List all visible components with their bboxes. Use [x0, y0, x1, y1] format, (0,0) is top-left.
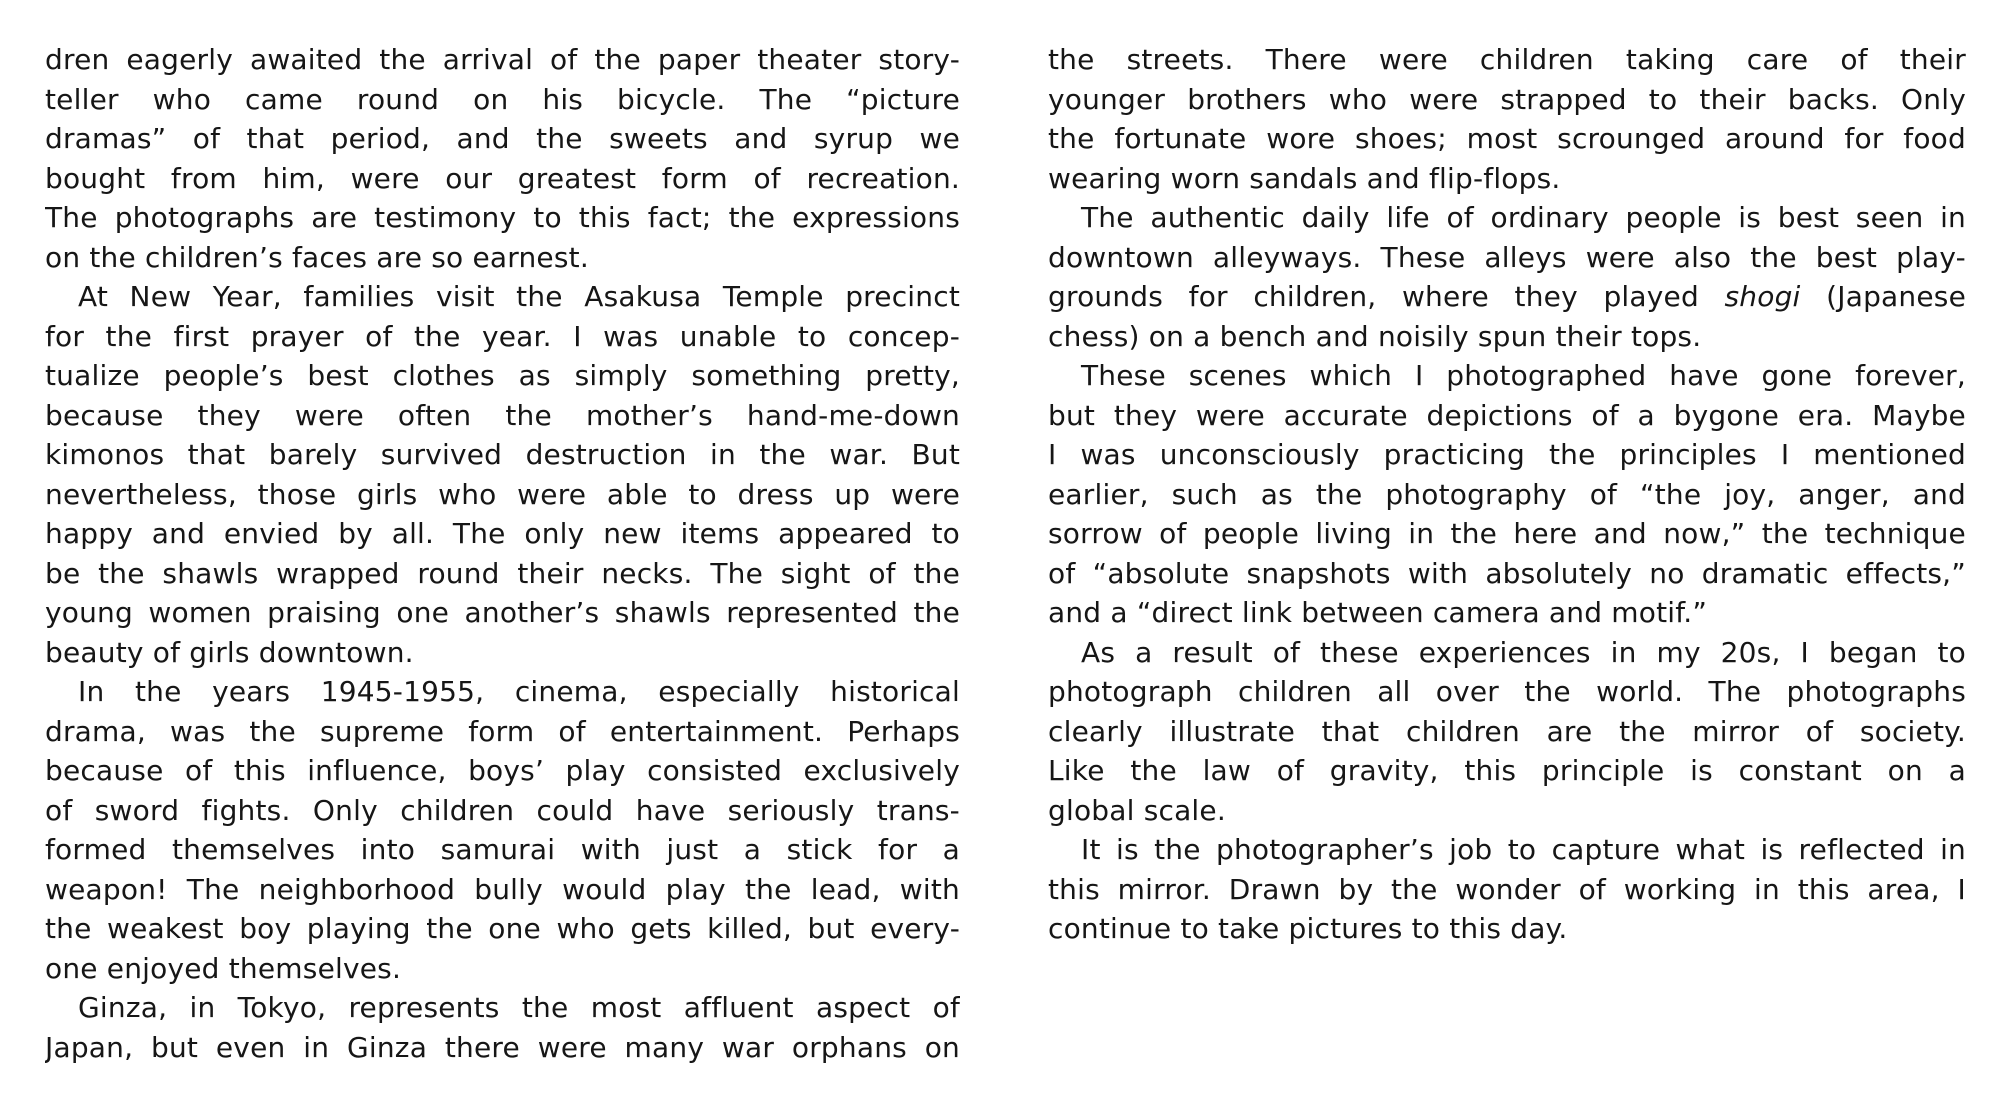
text-line-content: bought from him, were our greatest form of recreation. — [45, 161, 960, 195]
text-line-content: but they were accurate depictions of a bygone era. Maybe — [1048, 398, 1966, 432]
text-line — [45, 593, 960, 633]
text-line — [45, 40, 960, 80]
text-line — [45, 554, 960, 594]
text-line — [45, 198, 960, 238]
text-line-content: and a “direct link between camera and motif.” — [1048, 596, 1708, 629]
text-line-content: kimonos that barely survived destruction in the war. But — [45, 438, 960, 471]
text-line-content: dren eagerly awaited the arrival of the paper theater story- — [45, 43, 960, 76]
text-line-content: As a result of these experiences in my 20s, I began to — [1081, 635, 1966, 669]
text-line — [1048, 593, 1966, 633]
text-line-content: The authentic daily life of ordinary people is best seen in — [1081, 201, 1966, 234]
text-line — [1048, 198, 1966, 238]
text-line-content: These scenes which I photographed have gone forever, — [1081, 359, 1966, 392]
text-line-content: younger brothers who were strapped to their backs. Only — [1048, 82, 1966, 116]
text-line — [45, 672, 960, 712]
text-line — [1048, 791, 1966, 831]
text-line — [45, 949, 960, 989]
text-line — [1048, 475, 1966, 515]
text-line-content: be the shawls wrapped round their necks. The sight of the — [45, 556, 960, 590]
text-line-content: chess) on a bench and noisily spun their tops. — [1048, 319, 1702, 353]
text-line-content: young women praising one another’s shawls represented the — [45, 596, 960, 629]
text-line — [45, 277, 960, 317]
text-line-content: tualize people’s best clothes as simply something pretty, — [45, 359, 960, 392]
text-line — [45, 356, 960, 396]
text-line — [45, 909, 960, 949]
text-line — [45, 238, 960, 278]
text-line-content: of sword fights. Only children could have seriously trans- — [45, 793, 960, 827]
text-line-content: dramas” of that period, and the sweets and syrup we — [45, 122, 960, 155]
text-line-content: nevertheless, those girls who were able to dress up were — [45, 477, 960, 511]
text-line — [1048, 751, 1966, 791]
text-line-content: wearing worn sandals and flip-flops. — [1048, 161, 1561, 195]
text-line-content: At New Year, families visit the Asakusa Temple precinct — [78, 280, 960, 313]
text-line — [1048, 317, 1966, 357]
text-line-content: the fortunate wore shoes; most scrounged around for food — [1048, 122, 1966, 155]
text-line-continuation: (Japanese — [1800, 280, 1966, 313]
text-line — [1048, 396, 1966, 436]
text-line-content: because of this influence, boys’ play consisted exclusively — [45, 754, 960, 787]
text-line-content: clearly illustrate that children are the mirror of society. — [1048, 714, 1966, 748]
text-line-content: formed themselves into samurai with just a stick for a — [45, 833, 960, 866]
text-line — [1048, 80, 1966, 120]
left-text-column — [45, 40, 960, 1067]
text-line — [45, 870, 960, 910]
text-line-content: for the first prayer of the year. I was unable to concep- — [45, 319, 960, 353]
text-line-content: photograph children all over the world. The photographs — [1048, 675, 1966, 708]
text-line — [45, 435, 960, 475]
text-line — [45, 633, 960, 673]
italic-term: shogi — [1724, 280, 1801, 313]
text-line — [1048, 554, 1966, 594]
text-line — [45, 712, 960, 752]
text-line-content: teller who came round on his bicycle. The “picture — [45, 82, 960, 116]
text-line — [45, 119, 960, 159]
right-text-column — [1048, 40, 1966, 949]
text-line-content: global scale. — [1048, 793, 1226, 827]
text-line-content: because they were often the mother’s hand-me-down — [45, 398, 960, 432]
text-line — [45, 80, 960, 120]
text-line-content: Japan, but even in Ginza there were many war orphans on — [45, 1030, 960, 1064]
text-line — [45, 159, 960, 199]
text-line-content: weapon! The neighborhood bully would play the lead, with — [45, 872, 960, 906]
text-line — [1048, 40, 1966, 80]
text-line — [1048, 119, 1966, 159]
text-line-content: continue to take pictures to this day. — [1048, 912, 1568, 945]
text-line-content: beauty of girls downtown. — [45, 635, 414, 669]
text-line-content: Like the law of gravity, this principle is constant on a — [1048, 754, 1966, 787]
text-line-content: The photographs are testimony to this fact; the expressions — [45, 201, 960, 234]
text-line-content: one enjoyed themselves. — [45, 951, 402, 985]
text-line-content: sorrow of people living in the here and now,” the technique — [1048, 517, 1966, 550]
text-line — [45, 1028, 960, 1068]
text-line — [45, 514, 960, 554]
text-line — [1048, 435, 1966, 475]
text-line — [1048, 712, 1966, 752]
text-line — [45, 830, 960, 870]
text-line-content: grounds for children, where they played — [1048, 280, 1725, 313]
text-line-content: earlier, such as the photography of “the joy, anger, and — [1048, 477, 1966, 511]
text-line — [1048, 633, 1966, 673]
text-line — [45, 317, 960, 357]
text-line-content: downtown alleyways. These alleys were also the best play- — [1048, 240, 1966, 274]
text-line — [1048, 514, 1966, 554]
text-line — [45, 988, 960, 1028]
text-line — [1048, 356, 1966, 396]
text-line-content: Ginza, in Tokyo, represents the most affluent aspect of — [78, 991, 960, 1024]
text-line-content: on the children’s faces are so earnest. — [45, 240, 589, 274]
text-line-content: happy and envied by all. The only new items appeared to — [45, 517, 960, 550]
text-line — [1048, 238, 1966, 278]
text-line-content: this mirror. Drawn by the wonder of working in this area, I — [1048, 872, 1966, 906]
text-line — [45, 751, 960, 791]
text-line-content: the weakest boy playing the one who gets killed, but every- — [45, 912, 960, 945]
text-line — [45, 475, 960, 515]
text-line-content: the streets. There were children taking care of their — [1048, 43, 1966, 76]
text-line-content: drama, was the supreme form of entertainment. Perhaps — [45, 714, 960, 748]
text-line-content: In the years 1945-1955, cinema, especially historical — [78, 675, 960, 708]
text-line — [45, 396, 960, 436]
text-line-content: of “absolute snapshots with absolutely no dramatic effects,” — [1048, 556, 1966, 590]
text-line — [45, 791, 960, 831]
text-line — [1048, 672, 1966, 712]
text-line-content: It is the photographer’s job to capture what is reflected in — [1081, 833, 1966, 866]
text-line — [1048, 870, 1966, 910]
text-line — [1048, 830, 1966, 870]
text-line — [1048, 277, 1966, 317]
text-line — [1048, 909, 1966, 949]
text-line — [1048, 159, 1966, 199]
text-line-content: I was unconsciously practicing the principles I mentioned — [1048, 438, 1966, 471]
